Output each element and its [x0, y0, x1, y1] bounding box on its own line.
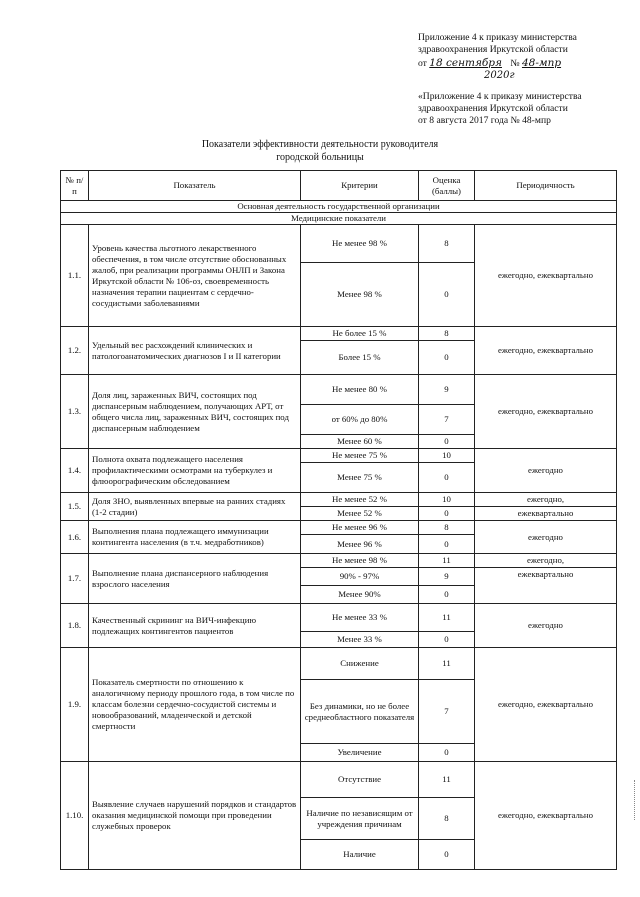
header-line-6: от 8 августа 2017 года № 48-мпр — [418, 115, 551, 127]
criterion: Менее 60 % — [301, 435, 419, 449]
periodicity: ежегодно — [475, 449, 617, 493]
row-number: 1.9. — [61, 648, 89, 762]
indicator-name: Доля ЗНО, выявленных впервые на ранних стадиях (1-2 стадии) — [89, 493, 301, 521]
handwritten-date: 18 сентября — [429, 56, 502, 69]
indicator-name: Уровень качества льготного лекарственного обеспечения, в том числе отсутствие обоснованных жалоб, при реализации программы ОНЛП и Закона Иркутской области № 106-оз, своевременность назначения терапии пациентам с сердечно-сосудистыми заболеваниями — [89, 225, 301, 327]
row-number: 1.7. — [61, 554, 89, 604]
criterion: Наличие — [301, 840, 419, 870]
score: 8 — [419, 225, 475, 263]
indicator-name: Выполнение плана диспансерного наблюдения взрослого населения — [89, 554, 301, 604]
header-line-3 — [418, 57, 628, 70]
header-from-label: от — [418, 57, 427, 69]
table-row — [61, 762, 617, 798]
periodicity: ежегодно, — [475, 554, 617, 568]
score: 0 — [419, 744, 475, 762]
score: 10 — [419, 449, 475, 463]
periodicity: ежеквартально — [475, 507, 617, 521]
score: 8 — [419, 798, 475, 840]
criterion: Менее 75 % — [301, 463, 419, 493]
row-number: 1.6. — [61, 521, 89, 554]
score: 11 — [419, 604, 475, 632]
criterion: от 60% до 80% — [301, 405, 419, 435]
score: 0 — [419, 507, 475, 521]
periodicity: ежегодно, ежеквартально — [475, 762, 617, 870]
periodicity: ежегодно — [475, 604, 617, 648]
criterion: Снижение — [301, 648, 419, 680]
score: 11 — [419, 554, 475, 568]
col-header-criteria: Критерии — [301, 171, 419, 201]
criterion: Не менее 98 % — [301, 554, 419, 568]
score: 0 — [419, 632, 475, 648]
criterion: Наличие по независящим от учреждения причинам — [301, 798, 419, 840]
criterion: Не менее 80 % — [301, 375, 419, 405]
document-title — [150, 138, 490, 164]
table-row — [61, 554, 617, 568]
header-line-2: здравоохранения Иркутской области — [418, 44, 568, 56]
score: 0 — [419, 463, 475, 493]
title-line-2: городской больницы — [276, 152, 364, 163]
header-number-label: № — [510, 57, 520, 69]
col-header-number: № п/п — [61, 171, 89, 201]
criterion: Менее 52 % — [301, 507, 419, 521]
score: 8 — [419, 521, 475, 535]
score: 0 — [419, 840, 475, 870]
score: 9 — [419, 568, 475, 586]
section-main-activity: Основная деятельность государственной организации — [61, 201, 617, 213]
score: 0 — [419, 435, 475, 449]
criterion: Не менее 33 % — [301, 604, 419, 632]
criterion: Не менее 96 % — [301, 521, 419, 535]
indicator-name: Удельный вес расхождений клинических и патологоанатомических диагнозов I и II категории — [89, 327, 301, 375]
criterion: Не более 15 % — [301, 327, 419, 341]
criterion: Без динамики, но не более среднеобластного показателя — [301, 680, 419, 744]
row-number: 1.5. — [61, 493, 89, 521]
col-header-periodicity: Периодичность — [475, 171, 617, 201]
periodicity: ежеквартально — [475, 568, 617, 604]
table-row — [61, 375, 617, 405]
periodicity: ежегодно, ежеквартально — [475, 375, 617, 449]
criterion: Менее 33 % — [301, 632, 419, 648]
criterion: Не менее 52 % — [301, 493, 419, 507]
criterion: Отсутствие — [301, 762, 419, 798]
score: 11 — [419, 762, 475, 798]
table-row — [61, 604, 617, 632]
header-line-5: здравоохранения Иркутской области — [418, 103, 568, 115]
header-line-4: «Приложение 4 к приказу министерства — [418, 90, 582, 102]
criterion: Не менее 98 % — [301, 225, 419, 263]
periodicity: ежегодно — [475, 521, 617, 554]
score: 7 — [419, 680, 475, 744]
criterion: Менее 90% — [301, 586, 419, 604]
criterion: Менее 98 % — [301, 263, 419, 327]
score: 8 — [419, 327, 475, 341]
score: 0 — [419, 341, 475, 375]
periodicity: ежегодно, — [475, 493, 617, 507]
scan-edge-mark — [634, 780, 637, 820]
col-header-indicator: Показатель — [89, 171, 301, 201]
document-header — [418, 32, 628, 128]
score: 0 — [419, 535, 475, 554]
indicator-name: Доля лиц, зараженных ВИЧ, состоящих под диспансерным наблюдением, получающих АРТ, от общего числа лиц, зараженных ВИЧ, состоящих под диспансерным наблюдением — [89, 375, 301, 449]
score: 7 — [419, 405, 475, 435]
row-number: 1.1. — [61, 225, 89, 327]
table-row — [61, 648, 617, 680]
handwritten-number: 48-мпр — [521, 56, 562, 69]
periodicity: ежегодно, ежеквартально — [475, 225, 617, 327]
col-header-score: Оценка (баллы) — [419, 171, 475, 201]
table-row — [61, 449, 617, 463]
row-number: 1.2. — [61, 327, 89, 375]
handwritten-year: 2020г — [484, 70, 515, 82]
score: 0 — [419, 263, 475, 327]
criterion: Менее 96 % — [301, 535, 419, 554]
row-number: 1.10. — [61, 762, 89, 870]
indicator-name: Выполнения плана подлежащего иммунизации контингента населения (в т.ч. медработников) — [89, 521, 301, 554]
score: 0 — [419, 586, 475, 604]
score: 9 — [419, 375, 475, 405]
indicator-name: Качественный скрининг на ВИЧ-инфекцию подлежащих контингентов пациентов — [89, 604, 301, 648]
periodicity: ежегодно, ежеквартально — [475, 648, 617, 762]
criterion: Увеличение — [301, 744, 419, 762]
criterion: Не менее 75 % — [301, 449, 419, 463]
criterion: 90% - 97% — [301, 568, 419, 586]
table-header-row — [61, 171, 617, 201]
row-number: 1.3. — [61, 375, 89, 449]
periodicity: ежегодно, ежеквартально — [475, 327, 617, 375]
indicator-name: Показатель смертности по отношению к аналогичному периоду прошлого года, в том числе по классам болезни сердечно-сосудистой системы и новообразований, младенческой и детской смертности — [89, 648, 301, 762]
indicator-name: Полнота охвата подлежащего населения профилактическими осмотрами на туберкулез и флюорографическим обследованием — [89, 449, 301, 493]
table-row — [61, 493, 617, 507]
indicators-table — [60, 170, 617, 870]
score: 10 — [419, 493, 475, 507]
section-medical-indicators: Медицинские показатели — [61, 213, 617, 225]
row-number: 1.8. — [61, 604, 89, 648]
score: 11 — [419, 648, 475, 680]
indicator-name: Выявление случаев нарушений порядков и стандартов оказания медицинской помощи при проведении служебных проверок — [89, 762, 301, 870]
row-number: 1.4. — [61, 449, 89, 493]
table-row — [61, 225, 617, 263]
criterion: Более 15 % — [301, 341, 419, 375]
table-row — [61, 521, 617, 535]
title-line-1: Показатели эффективности деятельности руководителя — [201, 139, 439, 150]
table-row — [61, 327, 617, 341]
header-line-1: Приложение 4 к приказу министерства — [418, 32, 577, 43]
